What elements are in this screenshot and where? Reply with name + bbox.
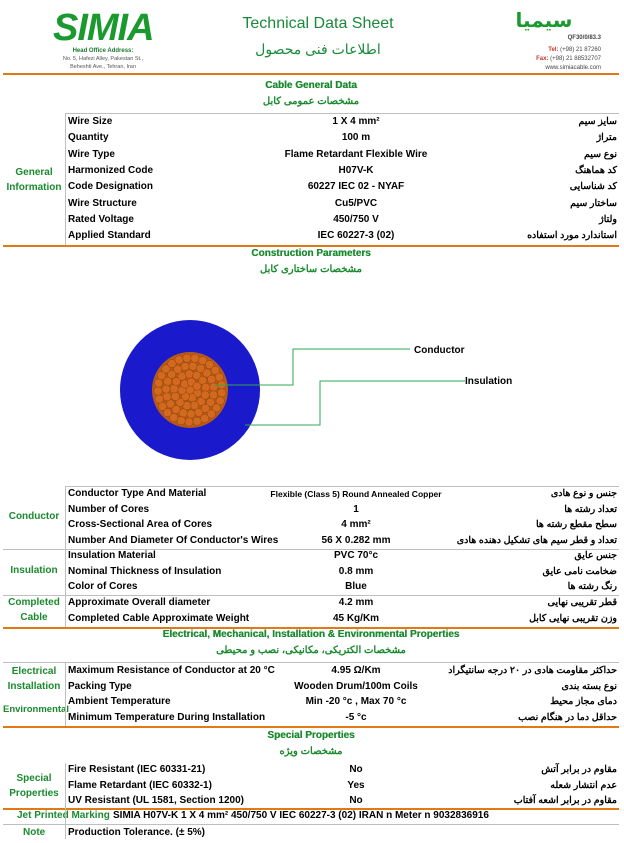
row-value: 45 Kg/Km xyxy=(332,612,380,624)
table-row xyxy=(65,533,619,549)
row-label-en: Minimum Temperature During Installation xyxy=(68,711,266,723)
table-row xyxy=(65,611,619,627)
group-electrical xyxy=(3,664,65,694)
group-insulation: Insulation xyxy=(10,565,58,576)
conductor-strand xyxy=(163,393,171,401)
conductor-strands xyxy=(152,352,228,428)
row-label-fa: وزن تقریبی نهایی کابل xyxy=(529,612,617,624)
row-value: Wooden Drum/100m Coils xyxy=(294,680,418,692)
group-general xyxy=(3,165,65,195)
row-label-en: Wire Structure xyxy=(68,197,137,209)
tel-label: Tel: xyxy=(548,47,559,53)
row-value: Min -20 °c , Max 70 °c xyxy=(305,696,407,707)
note-label: Note xyxy=(23,827,46,838)
group-conductor: Conductor xyxy=(8,511,60,522)
conductor-strand xyxy=(210,383,218,391)
row-label-en: Approximate Overall diameter xyxy=(68,597,211,608)
conductor-strand xyxy=(181,362,189,370)
grid-line xyxy=(65,113,66,245)
row-value: 1 xyxy=(353,503,359,515)
row-label-fa: سطح مقطع رشته ها xyxy=(536,519,617,530)
row-label-en: Wire Type xyxy=(68,148,115,160)
conductor-strand xyxy=(155,395,163,403)
section-separator xyxy=(3,245,619,247)
table-row xyxy=(65,114,619,130)
tel-line xyxy=(548,47,601,53)
group-special-line1: Special xyxy=(16,773,52,784)
row-label-fa: قطر تقریبی نهایی xyxy=(547,597,617,608)
row-label-en: Quantity xyxy=(68,132,109,144)
row-label-fa: جنس عایق xyxy=(574,550,617,561)
table-row xyxy=(65,710,619,726)
table-row xyxy=(65,517,619,533)
row-label-en: Insulation Material xyxy=(68,550,156,561)
row-value: 60227 IEC 02 - NYAF xyxy=(307,181,405,193)
page-title-fa: اطلاعات فنی محصول xyxy=(255,41,381,57)
simia-fa-logo-text: سیمیا xyxy=(515,8,573,32)
conductor-strand xyxy=(191,354,199,362)
conductor-strand xyxy=(155,379,163,387)
row-label-fa: سایز سیم xyxy=(578,116,617,127)
conductor-strand xyxy=(185,370,193,378)
grid-line xyxy=(65,662,66,726)
row-value: 1 X 4 mm² xyxy=(332,116,380,127)
note-row xyxy=(3,825,619,841)
row-label-en: Conductor Type And Material xyxy=(68,488,207,499)
row-value: 4 mm² xyxy=(341,519,371,530)
conductor-strand xyxy=(162,385,170,393)
group-special xyxy=(3,771,65,801)
row-value: 4.95 Ω/Km xyxy=(331,665,381,676)
row-label-fa: رنگ رشته ها xyxy=(567,581,617,592)
row-label-fa: حداکثر مقاومت هادی در ۲۰ درجه سانتیگراد xyxy=(448,665,617,676)
conductor-strand xyxy=(154,387,162,395)
table-row xyxy=(65,212,619,228)
row-value: 450/750 V xyxy=(333,213,379,225)
row-label-en: Applied Standard xyxy=(68,230,151,242)
row-label-fa: جنس و نوع هادی xyxy=(550,488,617,499)
group-general-line1: General xyxy=(15,167,53,178)
datasheet-page xyxy=(3,3,619,839)
row-label-fa: تعداد رشته ها xyxy=(564,503,617,515)
row-label-en: Number And Diameter Of Conductor's Wires xyxy=(68,534,279,546)
marking-label: Jet Printed Marking xyxy=(17,810,110,821)
conductor-strand xyxy=(193,417,201,425)
table-row xyxy=(65,579,619,595)
row-label-fa: کد هماهنگ xyxy=(575,164,617,176)
fax-label: Fax: xyxy=(536,56,549,62)
tel-value: (+98) 21 87260 xyxy=(560,47,601,53)
group-completed xyxy=(3,595,65,625)
row-value: 4.2 mm xyxy=(338,597,374,608)
special-title: Special Properties xyxy=(267,730,355,741)
group-general-line2: Information xyxy=(6,182,62,193)
row-label-en: Code Designation xyxy=(68,181,154,193)
row-label-fa: مقاوم در برابر آتش xyxy=(541,764,617,775)
row-value: PVC 70°c xyxy=(333,550,379,561)
electrical-title: Electrical, Mechanical, Installation & Environmental Properties xyxy=(162,629,460,640)
row-label-en: UV Resistant (UL 1581, Section 1200) xyxy=(68,795,244,806)
conductor-strand xyxy=(215,373,223,381)
row-label-en: Flame Retardant (IEC 60332-1) xyxy=(68,779,212,791)
row-value: 0.8 mm xyxy=(338,565,374,577)
row-label-fa: ساختار سیم xyxy=(570,197,617,209)
row-label-en: Fire Resistant (IEC 60331-21) xyxy=(68,764,206,775)
section-separator xyxy=(3,726,619,728)
table-row xyxy=(65,179,619,195)
note-text: Production Tolerance. (± 5%) xyxy=(68,827,205,838)
row-label-en: Color of Cores xyxy=(68,581,138,592)
row-label-en: Wire Size xyxy=(68,116,113,127)
insulation-label: Insulation xyxy=(465,376,513,387)
table-row xyxy=(65,228,619,244)
group-electrical-line2: Installation xyxy=(7,681,61,692)
row-value: No xyxy=(349,764,363,775)
row-label-fa: دمای مجاز محیط xyxy=(550,696,617,707)
group-special-line2: Properties xyxy=(9,788,59,799)
conductor-strand xyxy=(202,383,210,391)
row-label-fa: متراژ xyxy=(596,132,617,144)
fax-line xyxy=(536,56,601,62)
insulation-leader-line xyxy=(245,381,465,425)
row-label-fa: نوع سیم xyxy=(583,148,617,160)
simia-fa-logo xyxy=(511,6,577,32)
conductor-label: Conductor xyxy=(414,345,465,356)
cable-cross-section xyxy=(65,265,619,485)
row-value: Flexible (Class 5) Round Annealed Copper xyxy=(270,489,442,499)
row-label-fa: مقاوم در برابر اشعه آفتاب xyxy=(513,795,617,806)
table-row xyxy=(65,130,619,146)
conductor-strand xyxy=(187,410,195,418)
group-environmental: Environmental xyxy=(3,704,69,715)
table-row xyxy=(65,548,619,564)
group-electrical-line1: Electrical xyxy=(11,666,57,677)
row-value: No xyxy=(349,795,363,806)
conductor-strand xyxy=(185,418,193,426)
table-row xyxy=(65,778,619,794)
group-completed-line1: Completed xyxy=(8,597,60,608)
table-row xyxy=(65,196,619,212)
row-label-fa: نوع بسته بندی xyxy=(561,680,617,692)
row-label-fa: عدم انتشار شعله xyxy=(550,779,617,791)
grid-line xyxy=(65,763,66,839)
row-label-en: Maximum Resistance of Conductor at 20 °C xyxy=(68,665,275,676)
general-title: Cable General Data xyxy=(265,80,357,91)
row-label-fa: ولتاژ xyxy=(599,213,617,225)
marking-text: SIMIA H07V-K 1 X 4 mm² 450/750 V IEC 60227-3 (02) IRAN n Meter n 9032836916 xyxy=(113,810,489,821)
row-label-en: Rated Voltage xyxy=(68,213,134,225)
row-value: 56 X 0.282 mm xyxy=(321,534,391,546)
address-line-1: No. 5, Hafezi Alley, Pakestan St., xyxy=(62,56,144,62)
group-completed-line2: Cable xyxy=(20,612,48,623)
table-row xyxy=(65,564,619,580)
conductor-strand xyxy=(218,389,226,397)
row-label-en: Nominal Thickness of Insulation xyxy=(68,565,222,577)
construction-title-fa: مشخصات ساختاری کابل xyxy=(260,264,362,275)
conductor-strand xyxy=(171,392,179,400)
row-label-en: Number of Cores xyxy=(68,503,150,515)
conductor-strand xyxy=(201,391,209,399)
fax-value: (+98) 21 88532707 xyxy=(550,56,601,62)
row-label-fa: حداقل دما در هنگام نصب xyxy=(518,711,617,723)
conductor-strand xyxy=(183,354,191,362)
grid-line xyxy=(65,486,66,627)
row-label-fa: تعداد و قطر سیم های تشکیل دهنده هادی xyxy=(456,534,617,546)
conductor-strand xyxy=(207,375,215,383)
table-row xyxy=(65,486,619,502)
table-row xyxy=(65,762,619,778)
row-label-fa: کد شناسایی xyxy=(569,181,617,193)
header xyxy=(3,3,619,75)
electrical-title-fa: مشخصات الکتریکی، مکانیکی، نصب و محیطی xyxy=(216,645,406,656)
row-label-en: Cross-Sectional Area of Cores xyxy=(68,519,213,530)
general-title-fa: مشخصات عمومی کابل xyxy=(262,96,360,107)
row-value: Blue xyxy=(345,581,367,592)
website: www.simiacable.com xyxy=(545,65,601,71)
table-row xyxy=(65,694,619,710)
row-label-fa: ضخامت نامی عایق xyxy=(542,565,617,577)
row-label-en: Packing Type xyxy=(68,680,132,692)
table-row xyxy=(65,147,619,163)
simia-logo: SIMIA xyxy=(53,7,154,49)
row-label-en: Ambient Temperature xyxy=(68,696,171,707)
special-title-fa: مشخصات ویژه xyxy=(279,746,343,757)
address-line-2: Beheshti Ave., Tehran, Iran xyxy=(70,64,136,70)
doc-code: QF30/0/83.3 xyxy=(567,35,601,41)
row-value: 100 m xyxy=(341,132,371,144)
row-label-en: Harmonized Code xyxy=(68,164,154,176)
row-value: H07V-K xyxy=(338,164,374,176)
conductor-strand xyxy=(200,414,208,422)
table-row xyxy=(65,679,619,695)
row-label-en: Completed Cable Approximate Weight xyxy=(68,612,250,624)
row-value: IEC 60227-3 (02) xyxy=(317,230,395,242)
row-value: Flame Retardant Flexible Wire xyxy=(284,148,428,160)
address-title: Head Office Address: xyxy=(72,48,134,54)
conductor-strand xyxy=(175,356,183,364)
row-value: Yes xyxy=(347,779,365,791)
table-row xyxy=(65,793,619,809)
jet-printed-marking xyxy=(3,808,619,824)
page-title: Technical Data Sheet xyxy=(242,15,394,32)
table-row xyxy=(65,595,619,611)
table-row xyxy=(65,502,619,518)
row-value: Cu5/PVC xyxy=(334,197,378,209)
table-row xyxy=(65,663,619,679)
row-value: -5 °c xyxy=(345,711,367,723)
table-row xyxy=(65,163,619,179)
construction-title: Construction Parameters xyxy=(251,248,371,259)
row-label-fa: استاندارد مورد استفاده xyxy=(527,230,617,242)
conductor-strand xyxy=(189,362,197,370)
